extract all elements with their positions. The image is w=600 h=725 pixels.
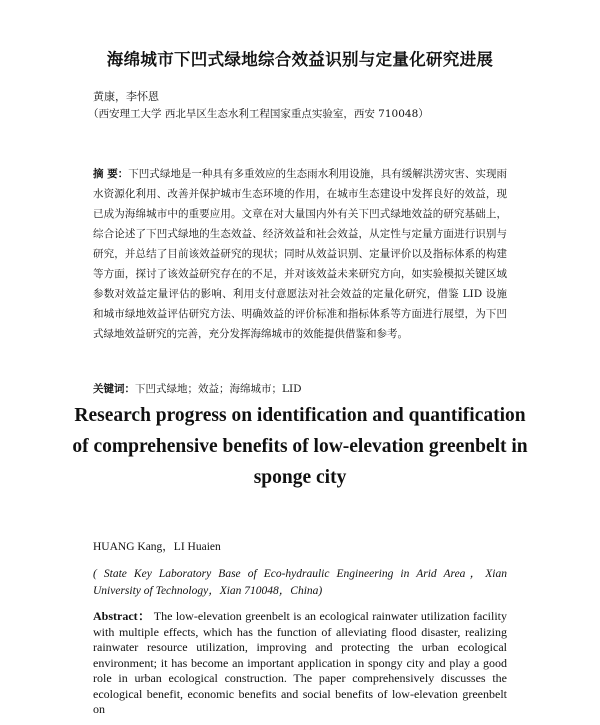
english-title-line: Research progress on identification and quantification <box>74 405 526 426</box>
chinese-abstract-label: 摘 要： <box>93 168 129 180</box>
english-title-line: of comprehensive benefits of low-elevation greenbelt in <box>72 436 528 457</box>
english-abstract <box>93 609 507 718</box>
chinese-keywords-text: 下凹式绿地；效益；海绵城市；LID <box>135 383 302 395</box>
english-authors: HUANG Kang，LI Huaien <box>93 541 221 553</box>
chinese-title: 海绵城市下凹式绿地综合效益识别与定量化研究进展 <box>106 50 494 69</box>
english-abstract-text: The low-elevation greenbelt is an ecological rainwater utilization facility with multiple effects, which has the function of alleviating flood disaster, realizing rainwater resource utilization, improving and protecting the urban ecological environment; it has become an important application in spongy city and play a good role in urban ecological construction. The paper comprehensively discusses the ecological benefit, economic benefits and social benefits of low-elevation greenbelt on <box>93 609 508 716</box>
chinese-affiliation: （西安理工大学 西北旱区生态水利工程国家重点实验室，西安 710048） <box>88 108 429 120</box>
english-abstract-label: Abstract： <box>93 609 151 623</box>
chinese-keywords-label: 关键词： <box>93 383 135 395</box>
english-affiliation: ( State Key Laboratory Base of Eco-hydraulic Engineering in Arid Area，Xian University of Technology，Xian 710048，China) <box>93 568 507 597</box>
chinese-abstract <box>93 164 507 344</box>
chinese-authors: 黄康，李怀恩 <box>93 90 159 103</box>
english-title <box>60 400 540 493</box>
chinese-keywords <box>93 381 302 396</box>
english-title-line: sponge city <box>253 467 347 488</box>
chinese-abstract-text: 下凹式绿地是一种具有多重效应的生态雨水利用设施，具有缓解洪涝灾害、实现雨水资源化利用、改善并保护城市生态环境的作用，在城市生态建设中发挥良好的效益，现已成为海绵城市中的重要应用。文章在对大量国内外有关下凹式绿地效益的研究基础上，综合论述了下凹式绿地的生态效益、经济效益和社会效益，从定性与定量方面进行识别与研究，并总结了目前该效益研究的现状；同时从效益识别、定量评价以及指标体系的构建等方面，探讨了该效益研究存在的不足，并对该效益未来研究方向，如实验模拟关键区域参数对效益定量评估的影响、利用支付意愿法对社会效益的定量化研究，借鉴 LID 设施和城市绿地效益评估研究方法、明确效益的评价标准和指标体系等方面进行展望，为下凹式绿地效益研究的完善，充分发挥海绵城市的效能提供借鉴和参考。 <box>93 168 508 340</box>
